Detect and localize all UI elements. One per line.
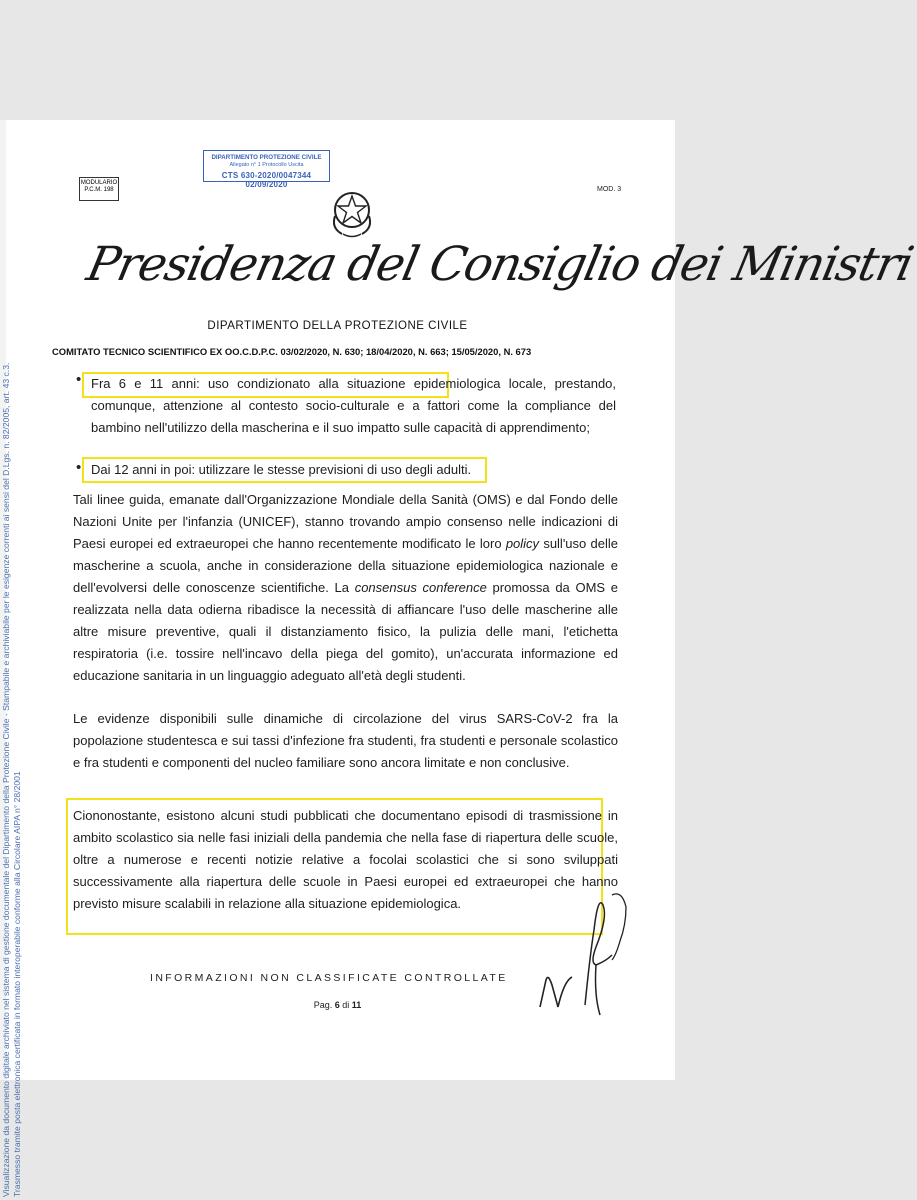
modulario-box [79, 177, 119, 201]
paragraph-1-part-b: sull'uso delle mascherine a scuola, anche in considerazione della situazione epidemiologica nazionale e dell'evolversi delle conoscenze scientifiche. La [73, 536, 618, 595]
department-title: DIPARTIMENTO DELLA PROTEZIONE CIVILE [207, 320, 468, 332]
pcm-label: P.C.M. 198 [84, 187, 114, 193]
signature-icon [530, 885, 640, 1015]
committee-line: COMITATO TECNICO SCIENTIFICO EX OO.C.D.P.C. 03/02/2020, N. 630; 18/04/2020, N. 663; 15/05/2020, N. 673 [52, 346, 532, 357]
bullet-item-1 [91, 373, 616, 439]
paragraph-guidelines [73, 489, 618, 687]
paragraph-1-consensus: consensus conference [354, 580, 487, 595]
republic-emblem-icon [327, 184, 377, 240]
page-number [0, 1000, 675, 1010]
bullet-1-text: , prestando, comunque, attenzione al contesto socio-culturale e a fattori come la compliance del bambino nell'utilizzo della mascherina e il suo impatto sulle capacità di apprendimento; [91, 376, 617, 435]
presidenza-heading: Presidenza del Consiglio dei Ministri [82, 237, 917, 292]
stamp-protocol: CTS 630-2020/0047344 02/09/2020 [221, 171, 312, 189]
classification-footer: INFORMAZIONI NON CLASSIFICATE CONTROLLATE [150, 972, 508, 984]
paragraph-transmission: Ciononostante, esistono alcuni studi pubblicati che documentano episodi di trasmissione in ambito scolastico sia nelle fasi iniziali della pandemia che nella fase di riapertura delle scuole, oltre a numerose e recenti notizie relative a focolai scolastici che si sono sviluppati successivamente alla riapertura delle scuole in Paesi europei ed extraeuropei che hanno previsto misure scalabili in relazione alla situazione epidemiologica. [73, 808, 618, 911]
page-label: Pag. [313, 1000, 333, 1010]
bullet-dot: • [76, 459, 82, 476]
stamp-annex: Allegato n° 1 Protocollo Uscita [229, 162, 304, 168]
bullet-item-2 [91, 459, 616, 481]
page-of: di [342, 1000, 350, 1010]
protocol-stamp [203, 150, 330, 189]
bullet-dot: • [76, 371, 82, 388]
bullet-1-highlight: Fra 6 e 11 anni: uso condizionato alla situazione epidemiologica locale [91, 376, 543, 391]
modulario-label: MODULARIO [80, 180, 118, 186]
paragraph-1-policy: policy [505, 536, 540, 551]
side-note [1, 247, 45, 1197]
page-current: 6 [334, 1000, 340, 1010]
stamp-department: DIPARTIMENTO PROTEZIONE CIVILE [211, 154, 322, 161]
side-note-line-1: Visualizzazione da documento digitale archiviato nel sistema di gestione documentale del Dipartimento della Protezione Civile - Stampabile e archiviabile per le esigenze correnti ai sensi del D.Lgs. n. 82/2005, art. 43 c.3. [1, 362, 11, 1197]
paragraph-evidence: Le evidenze disponibili sulle dinamiche di circolazione del virus SARS-CoV-2 fra la popolazione studentesca e sui tassi d'infezione fra studenti, fra studenti e personale scolastico e fra studenti e componenti del nucleo familiare sono ancora limitate e non conclusive. [73, 711, 618, 770]
paragraph-1-part-a: Tali linee guida, emanate dall'Organizzazione Mondiale della Sanità (OMS) e dal Fondo delle Nazioni Unite per l'infanzia (UNICEF), stanno trovando ampio consenso nelle indicazioni di Paesi europei ed extraeuropei che hanno recentemente modificato le loro [73, 492, 618, 551]
bullet-2-highlight: Dai 12 anni in poi: utilizzare le stesse previsioni di uso degli adulti. [91, 462, 472, 477]
mod-number: MOD. 3 [597, 186, 622, 193]
page-total: 11 [351, 1000, 362, 1010]
side-note-line-2: Trasmesso tramite posta elettronica certificata in formato interoperabile conforme alla Circolare AIPA n° 28/2001 [12, 771, 22, 1197]
document-page [0, 120, 917, 1197]
paragraph-1-part-c: promossa da OMS e realizzata nella data odierna ribadisce la necessità di affiancare l'uso delle mascherine alle altre misure preventive, quali il distanziamento fisico, la pulizia delle mani, l'etichetta respiratoria (i.e. tossire nell'incavo della piega del gomito), un'accurata informazione ed educazione sanitaria in un linguaggio adeguato all'età degli studenti. [73, 580, 618, 683]
